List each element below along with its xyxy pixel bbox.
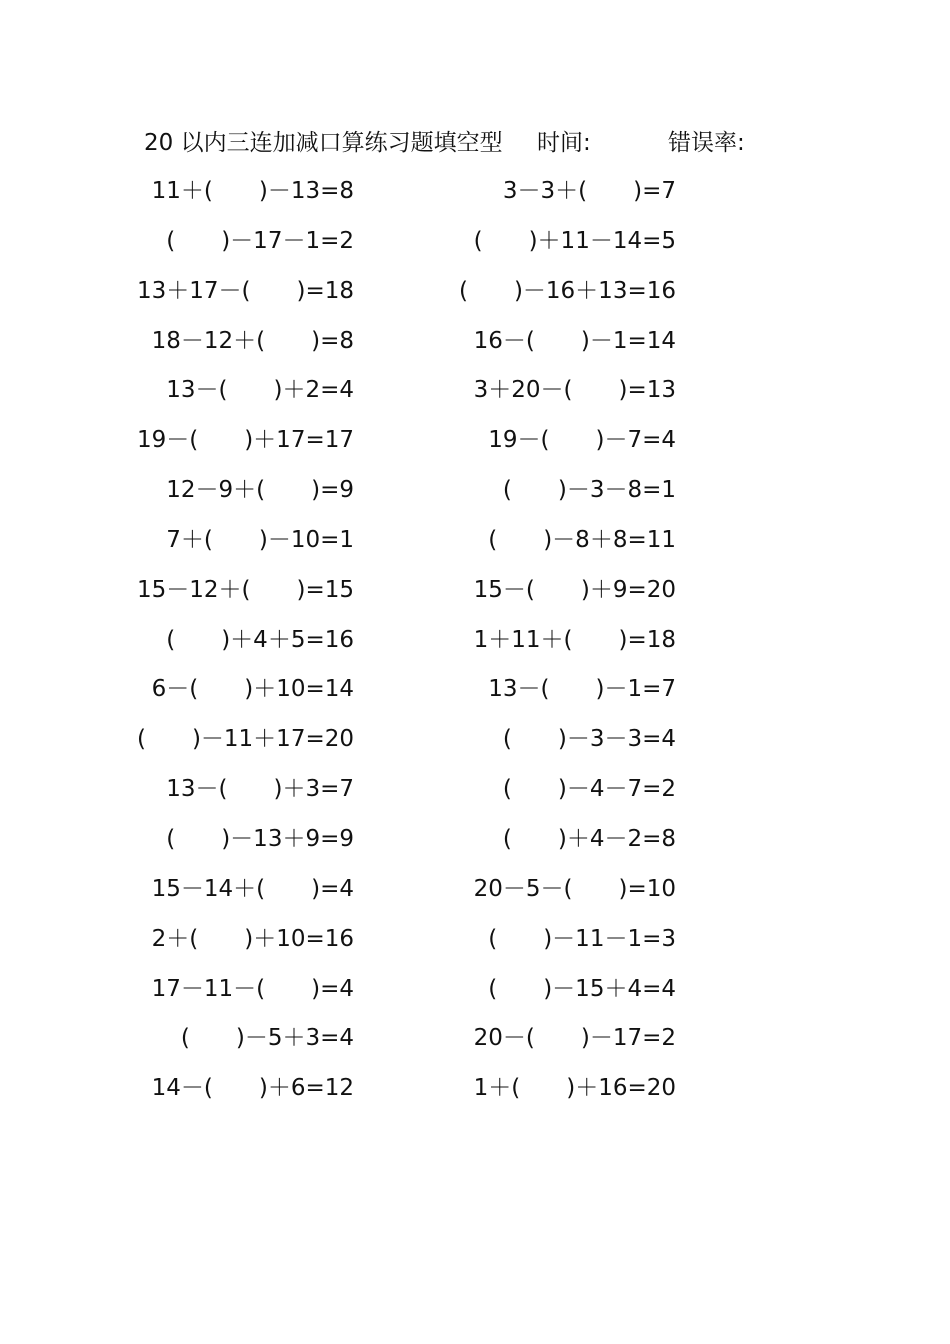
worksheet-header: [144, 125, 784, 161]
problem-row: [0, 323, 950, 373]
problem-row: [0, 622, 950, 672]
problem-left: ( )－17－1=2: [166, 227, 354, 254]
problem-left: 14－( )＋6=12: [151, 1075, 354, 1102]
problem-row: [0, 871, 950, 921]
problem-left: 17－11－( )=4: [151, 975, 354, 1002]
problem-list: [0, 173, 950, 1120]
time-label: 时间:: [537, 130, 591, 156]
problem-right: ( )－3－3=4: [502, 726, 676, 753]
problem-left: 13－( )＋3=7: [166, 776, 354, 803]
problem-row: [0, 173, 950, 223]
problem-right: 13－( )－1=7: [488, 676, 676, 703]
problem-right: 15－( )＋9=20: [473, 576, 676, 603]
problem-row: [0, 771, 950, 821]
problem-left: 15－14＋( )=4: [151, 875, 354, 902]
problem-left: 2＋( )＋10=16: [151, 925, 354, 952]
problem-row: [0, 1020, 950, 1070]
worksheet-title: 20 以内三连加减口算练习题填空型: [144, 130, 503, 156]
problem-right: 20－( )－17=2: [473, 1025, 676, 1052]
problem-right: ( )－11－1=3: [488, 925, 676, 952]
problem-right: ( )－16＋13=16: [458, 277, 676, 304]
problem-right: ( )－3－8=1: [502, 477, 676, 504]
problem-right: ( )＋4－2=8: [502, 825, 676, 852]
problem-right: 16－( )－1=14: [473, 327, 676, 354]
problem-right: ( )－4－7=2: [502, 776, 676, 803]
problem-right: 3＋20－( )=13: [473, 377, 676, 404]
problem-row: [0, 273, 950, 323]
problem-right: ( )＋11－14=5: [473, 227, 676, 254]
problem-row: [0, 671, 950, 721]
problem-row: [0, 472, 950, 522]
problem-left: ( )＋4＋5=16: [166, 626, 354, 653]
problem-right: 20－5－( )=10: [473, 875, 676, 902]
problem-left: ( )－5＋3=4: [180, 1025, 354, 1052]
problem-left: ( )－13＋9=9: [166, 825, 354, 852]
problem-row: [0, 372, 950, 422]
problem-row: [0, 572, 950, 622]
problem-left: ( )－11＋17=20: [136, 726, 354, 753]
problem-right: 1＋( )＋16=20: [473, 1075, 676, 1102]
problem-left: 11＋( )－13=8: [151, 178, 354, 204]
problem-left: 15－12＋( )=15: [136, 576, 354, 603]
problem-row: [0, 921, 950, 971]
problem-left: 12－9＋( )=9: [166, 477, 354, 504]
problem-row: [0, 223, 950, 273]
problem-left: 13－( )＋2=4: [166, 377, 354, 404]
problem-row: [0, 821, 950, 871]
problem-left: 18－12＋( )=8: [151, 327, 354, 354]
problem-right: 3－3＋( )=7: [502, 178, 676, 204]
problem-left: 13＋17－( )=18: [136, 277, 354, 304]
problem-right: 19－( )－7=4: [488, 427, 676, 454]
problem-row: [0, 971, 950, 1021]
problem-right: ( )－15＋4=4: [488, 975, 676, 1002]
problem-row: [0, 522, 950, 572]
problem-row: [0, 422, 950, 472]
error-rate-label: 错误率:: [668, 130, 745, 156]
problem-right: ( )－8＋8=11: [488, 526, 676, 553]
problem-left: 6－( )＋10=14: [151, 676, 354, 703]
problem-left: 19－( )＋17=17: [136, 427, 354, 454]
problem-left: 7＋( )－10=1: [166, 526, 354, 553]
problem-row: [0, 721, 950, 771]
problem-right: 1＋11＋( )=18: [473, 626, 676, 653]
problem-row: [0, 1070, 950, 1120]
